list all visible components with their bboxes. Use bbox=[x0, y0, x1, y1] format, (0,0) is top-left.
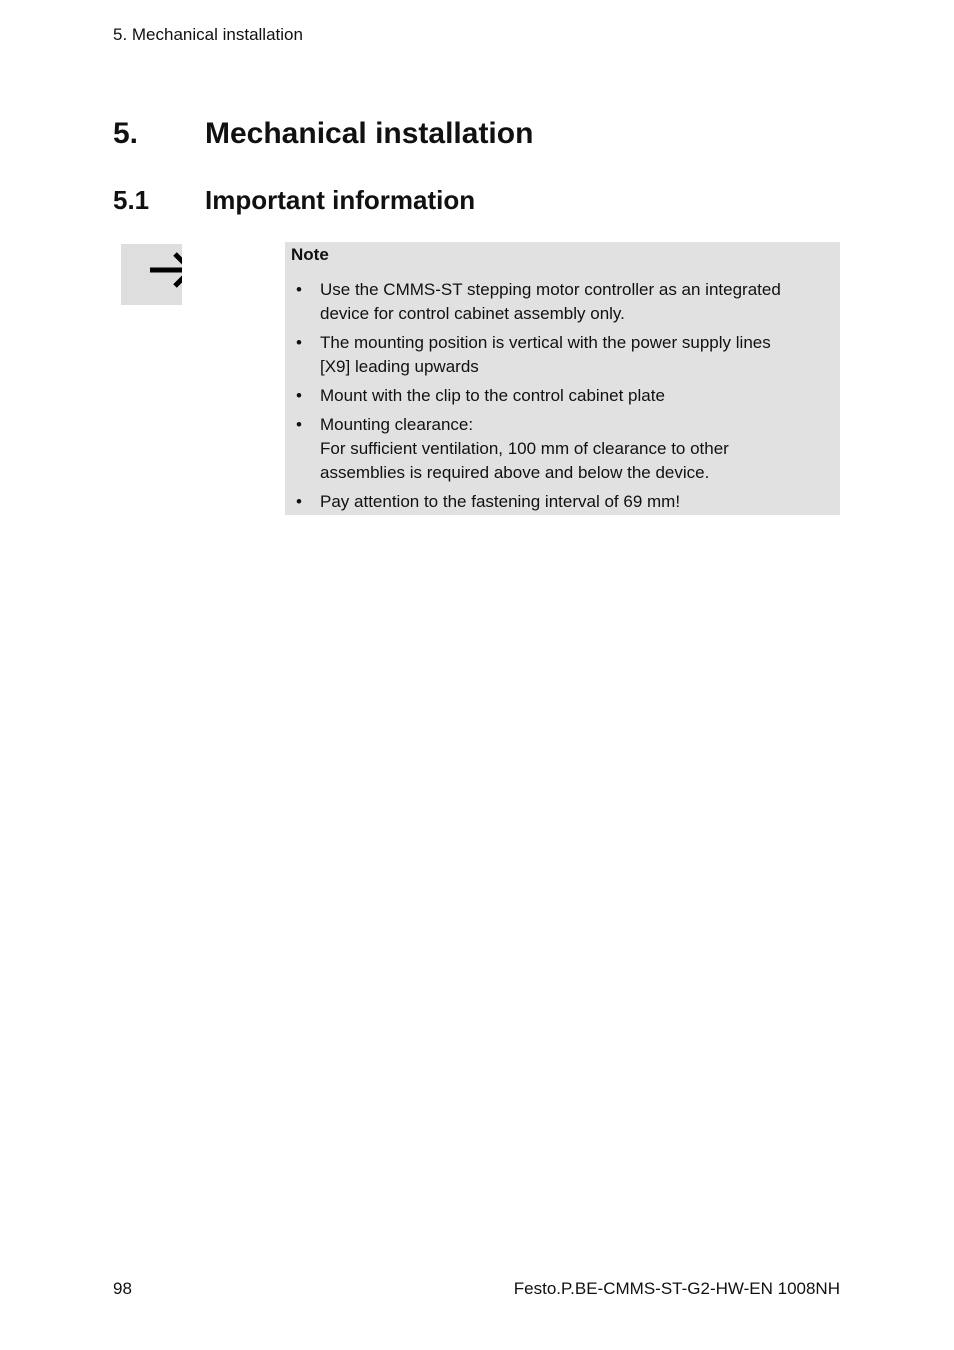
note-box bbox=[285, 242, 840, 515]
list-item-line: Mount with the clip to the control cabinet plate bbox=[320, 386, 665, 405]
list-item-line: Mounting clearance: bbox=[320, 415, 474, 434]
list-item bbox=[291, 278, 826, 326]
section-title: Important information bbox=[205, 185, 476, 215]
bullet: • bbox=[296, 415, 302, 434]
list-item bbox=[291, 331, 826, 379]
list-item-line: Pay attention to the fastening interval of 69 mm! bbox=[320, 492, 681, 511]
list-item-line: The mounting position is vertical with the power supply lines bbox=[320, 333, 771, 352]
chapter-title: Mechanical installation bbox=[205, 117, 534, 150]
bullet: • bbox=[296, 333, 302, 352]
bullet: • bbox=[296, 492, 302, 511]
list-item bbox=[291, 490, 826, 514]
list-item-text bbox=[320, 331, 826, 379]
document-id: Festo.P.BE-CMMS-ST-G2-HW-EN 1008NH bbox=[513, 1279, 840, 1298]
list-item-line: [X9] leading upwards bbox=[320, 357, 479, 376]
list-item-line: Use the CMMS-ST stepping motor controller as an integrated bbox=[320, 280, 781, 299]
running-header: 5. Mechanical installation bbox=[113, 25, 303, 44]
bullet: • bbox=[296, 280, 302, 299]
list-item bbox=[291, 413, 826, 485]
list-item-text bbox=[320, 413, 826, 485]
note-title: Note bbox=[291, 245, 329, 264]
arrow-right-icon-graphic bbox=[121, 244, 182, 305]
list-item bbox=[291, 384, 826, 408]
list-item-text bbox=[320, 384, 826, 408]
list-item-line: assemblies is required above and below the device. bbox=[320, 463, 710, 482]
section-number: 5.1 bbox=[113, 185, 150, 215]
note-list bbox=[291, 278, 826, 519]
list-item-text bbox=[320, 490, 826, 514]
list-item-text bbox=[320, 278, 826, 326]
page-number: 98 bbox=[113, 1279, 132, 1298]
bullet: • bbox=[296, 386, 302, 405]
arrow-right-icon bbox=[121, 244, 182, 305]
list-item-line: For sufficient ventilation, 100 mm of clearance to other bbox=[320, 439, 729, 458]
chapter-number: 5. bbox=[113, 117, 139, 150]
list-item-line: device for control cabinet assembly only. bbox=[320, 304, 625, 323]
